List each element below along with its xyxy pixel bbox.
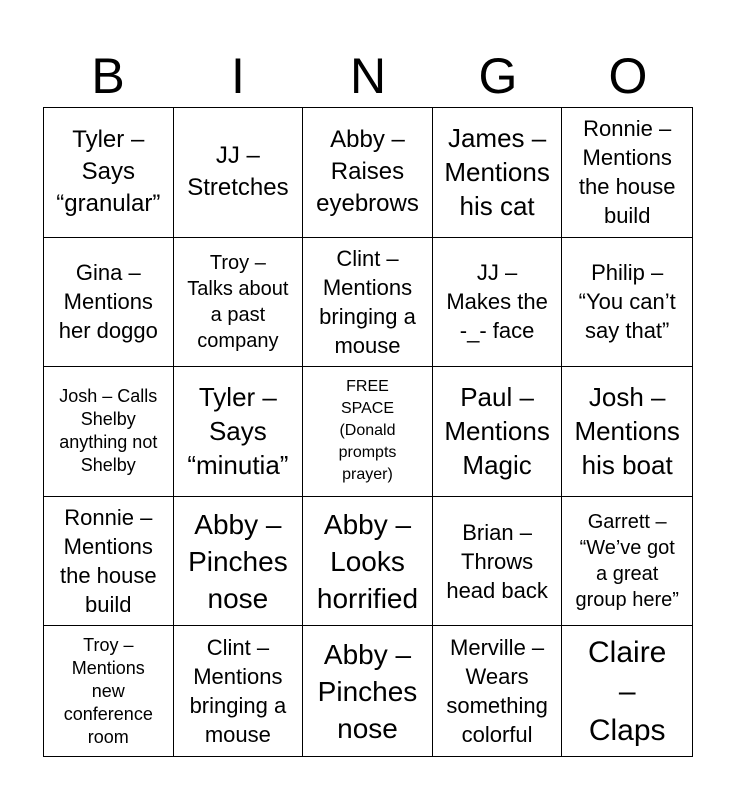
bingo-cell-3-1[interactable] bbox=[44, 367, 174, 497]
cell-text: Abby – Looks horrified bbox=[316, 508, 419, 614]
bingo-cell-5-4[interactable] bbox=[433, 626, 563, 756]
cell-text: Troy – Talks about a past company bbox=[187, 251, 289, 352]
cell-text: James – Mentions his cat bbox=[444, 123, 550, 222]
cell-text: Claire – Claps bbox=[588, 635, 667, 747]
bingo-cell-1-4[interactable] bbox=[433, 108, 563, 238]
bingo-cell-3-5[interactable] bbox=[562, 367, 692, 497]
bingo-cell-1-1[interactable] bbox=[44, 108, 174, 238]
bingo-cell-4-1[interactable] bbox=[44, 497, 174, 627]
cell-text: Abby – Raises eyebrows bbox=[316, 126, 419, 218]
bingo-cell-5-3[interactable] bbox=[303, 626, 433, 756]
bingo-header bbox=[43, 48, 693, 104]
bingo-cell-1-2[interactable] bbox=[174, 108, 304, 238]
bingo-cell-2-1[interactable] bbox=[44, 238, 174, 368]
cell-text: Josh – Mentions his boat bbox=[574, 382, 680, 481]
cell-text: Clint – Mentions bringing a mouse bbox=[319, 245, 416, 358]
cell-text: Brian – Throws head back bbox=[446, 519, 548, 603]
header-letter-i: I bbox=[231, 48, 245, 104]
bingo-cell-2-2[interactable] bbox=[174, 238, 304, 368]
bingo-cell-2-4[interactable] bbox=[433, 238, 563, 368]
cell-text: Tyler – Says “granular” bbox=[56, 126, 161, 218]
cell-text: JJ – Makes the -_- face bbox=[446, 260, 548, 344]
cell-text: Paul – Mentions Magic bbox=[444, 382, 550, 481]
bingo-cell-4-2[interactable] bbox=[174, 497, 304, 627]
bingo-cell-3-2[interactable] bbox=[174, 367, 304, 497]
cell-text: Abby – Pinches nose bbox=[188, 508, 288, 614]
cell-text: Garrett – “We’ve got a great group here” bbox=[575, 511, 679, 612]
bingo-cell-2-3[interactable] bbox=[303, 238, 433, 368]
cell-text: Clint – Mentions bringing a mouse bbox=[189, 635, 287, 748]
free-space-text: FREE SPACE (Donald prompts prayer) bbox=[338, 378, 397, 484]
header-letter-b: B bbox=[91, 48, 125, 104]
cell-text: Merville – Wears something colorful bbox=[446, 635, 548, 748]
cell-text: Ronnie – Mentions the house build bbox=[59, 505, 157, 618]
bingo-cell-4-4[interactable] bbox=[433, 497, 563, 627]
header-letter-o: O bbox=[608, 48, 648, 104]
bingo-cell-4-5[interactable] bbox=[562, 497, 692, 627]
cell-text: Tyler – Says “minutia” bbox=[187, 382, 289, 481]
header-letter-n: N bbox=[349, 48, 387, 104]
bingo-cell-1-5[interactable] bbox=[562, 108, 692, 238]
bingo-cell-5-1[interactable] bbox=[44, 626, 174, 756]
bingo-board bbox=[43, 107, 693, 757]
cell-text: Josh – Calls Shelby anything not Shelby bbox=[59, 386, 158, 476]
cell-text: Troy – Mentions new conference room bbox=[63, 634, 153, 747]
bingo-cell-5-2[interactable] bbox=[174, 626, 304, 756]
bingo-cell-4-3[interactable] bbox=[303, 497, 433, 627]
bingo-cell-3-4[interactable] bbox=[433, 367, 563, 497]
bingo-cell-3-3[interactable] bbox=[303, 367, 433, 497]
cell-text: Philip – “You can’t say that” bbox=[578, 260, 676, 344]
cell-text: JJ – Stretches bbox=[187, 142, 289, 202]
header-letter-g: G bbox=[478, 48, 518, 104]
bingo-cell-1-3[interactable] bbox=[303, 108, 433, 238]
cell-text: Gina – Mentions her doggo bbox=[58, 260, 158, 344]
cell-text: Abby – Pinches nose bbox=[317, 638, 418, 744]
cell-text: Ronnie – Mentions the house build bbox=[578, 116, 676, 229]
bingo-cell-2-5[interactable] bbox=[562, 238, 692, 368]
bingo-cell-5-5[interactable] bbox=[562, 626, 692, 756]
